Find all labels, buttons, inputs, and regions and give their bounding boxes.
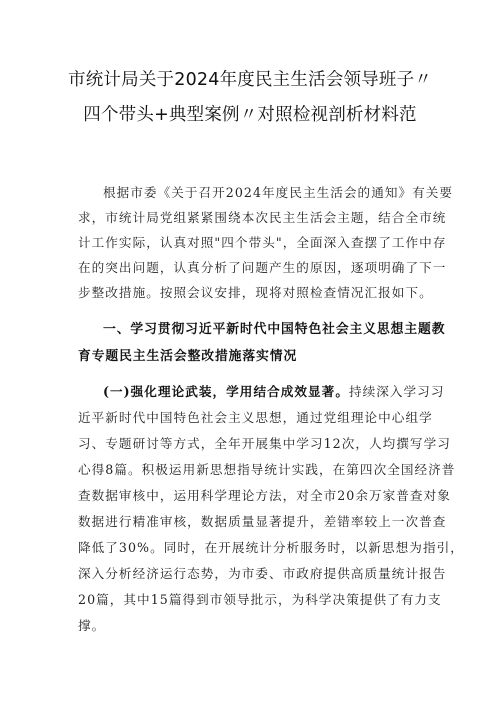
subsection-line-10: 撑。 xyxy=(78,618,106,633)
subsection-bold-lead: (一)强化理论武装，学用结合成效显著。 xyxy=(103,384,349,399)
subsection-line-8: 深入分析经济运行态势，为市委、市政府提供高质量统计报告 xyxy=(78,566,447,581)
subsection-first-line-rest: 持续深入学习习 xyxy=(348,384,445,399)
intro-line-3: 计工作实际，认真对照"四个带头"，全面深入查摆了工作中存 xyxy=(78,235,447,250)
subsection-line-2: 近平新时代中国特色社会主义思想，通过党组理论中心组学 xyxy=(78,410,433,425)
intro-line-2: 求，市统计局党组紧紧围绕本次民主生活会主题，结合全市统 xyxy=(78,210,447,225)
section-heading-line-1: 一、学习贯彻习近平新时代中国特色社会主义思想主题教 xyxy=(103,322,446,337)
intro-line-4: 在的突出问题，认真分析了问题产生的原因，逐项明确了下一 xyxy=(78,260,447,275)
subsection-line-3: 习、专题研讨等方式，全年开展集中学习12次，人均撰写学习 xyxy=(78,436,451,451)
intro-line-1: 根据市委《关于召开2024年度民主生活会的通知》有关要 xyxy=(103,185,454,200)
subsection-line-6: 数据进行精准审核，数据质量显著提升，差错率较上一次普查 xyxy=(78,514,447,529)
intro-line-5: 步整改措施。按照会议安排，现将对照检查情况汇报如下。 xyxy=(78,285,433,300)
document-title-line-1: 市统计局关于2024年度民主生活会领导班子〃 xyxy=(68,70,432,90)
subsection-line-4: 心得8篇。积极运用新思想指导统计实践，在第四次全国经济普 xyxy=(78,462,456,477)
subsection-line-7: 降低了30%。同时，在开展统计分析服务时，以新思想为指引， xyxy=(78,540,464,555)
subsection-line-9: 20篇，其中15篇得到市领导批示，为科学决策提供了有力支 xyxy=(78,592,442,607)
document-title-line-2: 四个带头+典型案例〃对照检视剖析材料范 xyxy=(83,105,417,125)
subsection-line-5: 查数据审核中，运用科学理论方法，对全市20余万家普查对象 xyxy=(78,488,451,503)
section-heading-line-2: 育专题民主生活会整改措施落实情况 xyxy=(78,349,298,364)
subsection-first-line xyxy=(103,381,444,400)
